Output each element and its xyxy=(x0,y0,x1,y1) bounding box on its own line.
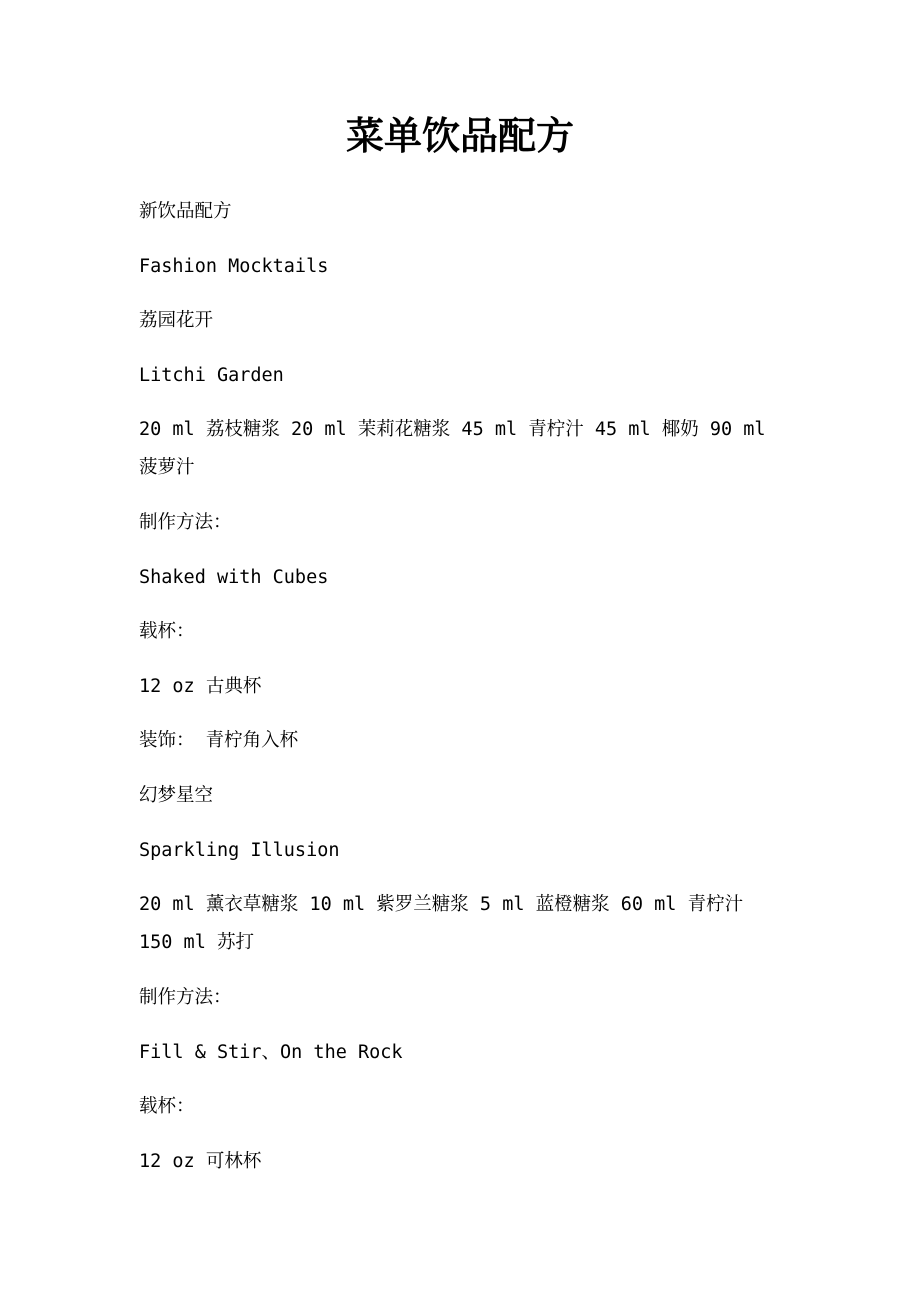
method-label: 制作方法： xyxy=(139,512,232,533)
drink-ingredients: 20 ml 薰衣草糖浆 10 ml 紫罗兰糖浆 5 ml 蓝橙糖浆 60 ml 青柠汁 150 ml 苏打 xyxy=(139,894,744,953)
drink-english-name: Litchi Garden xyxy=(139,365,284,386)
drink-name: 幻梦星空 xyxy=(139,785,214,806)
garnish-line: 装饰： 青柠角入杯 xyxy=(139,730,299,751)
drink-english-name: Sparkling Illusion xyxy=(139,840,340,861)
drink-ingredients: 20 ml 荔枝糖浆 20 ml 茉莉花糖浆 45 ml 青柠汁 45 ml 椰奶 90 ml 菠萝汁 xyxy=(139,419,766,478)
document-title: 菜单饮品配方 xyxy=(345,113,574,158)
glass-value: 12 oz 古典杯 xyxy=(139,676,262,697)
glass-label: 载杯： xyxy=(139,621,195,642)
method-value: Shaked with Cubes xyxy=(139,567,329,588)
method-label: 制作方法： xyxy=(139,987,232,1008)
section-heading: 新饮品配方 xyxy=(139,201,232,222)
glass-label: 载杯： xyxy=(139,1096,195,1117)
section-subheading: Fashion Mocktails xyxy=(139,256,329,277)
drink-name: 荔园花开 xyxy=(139,310,214,331)
glass-value: 12 oz 可林杯 xyxy=(139,1151,262,1172)
method-value: Fill & Stir、On the Rock xyxy=(139,1042,403,1063)
